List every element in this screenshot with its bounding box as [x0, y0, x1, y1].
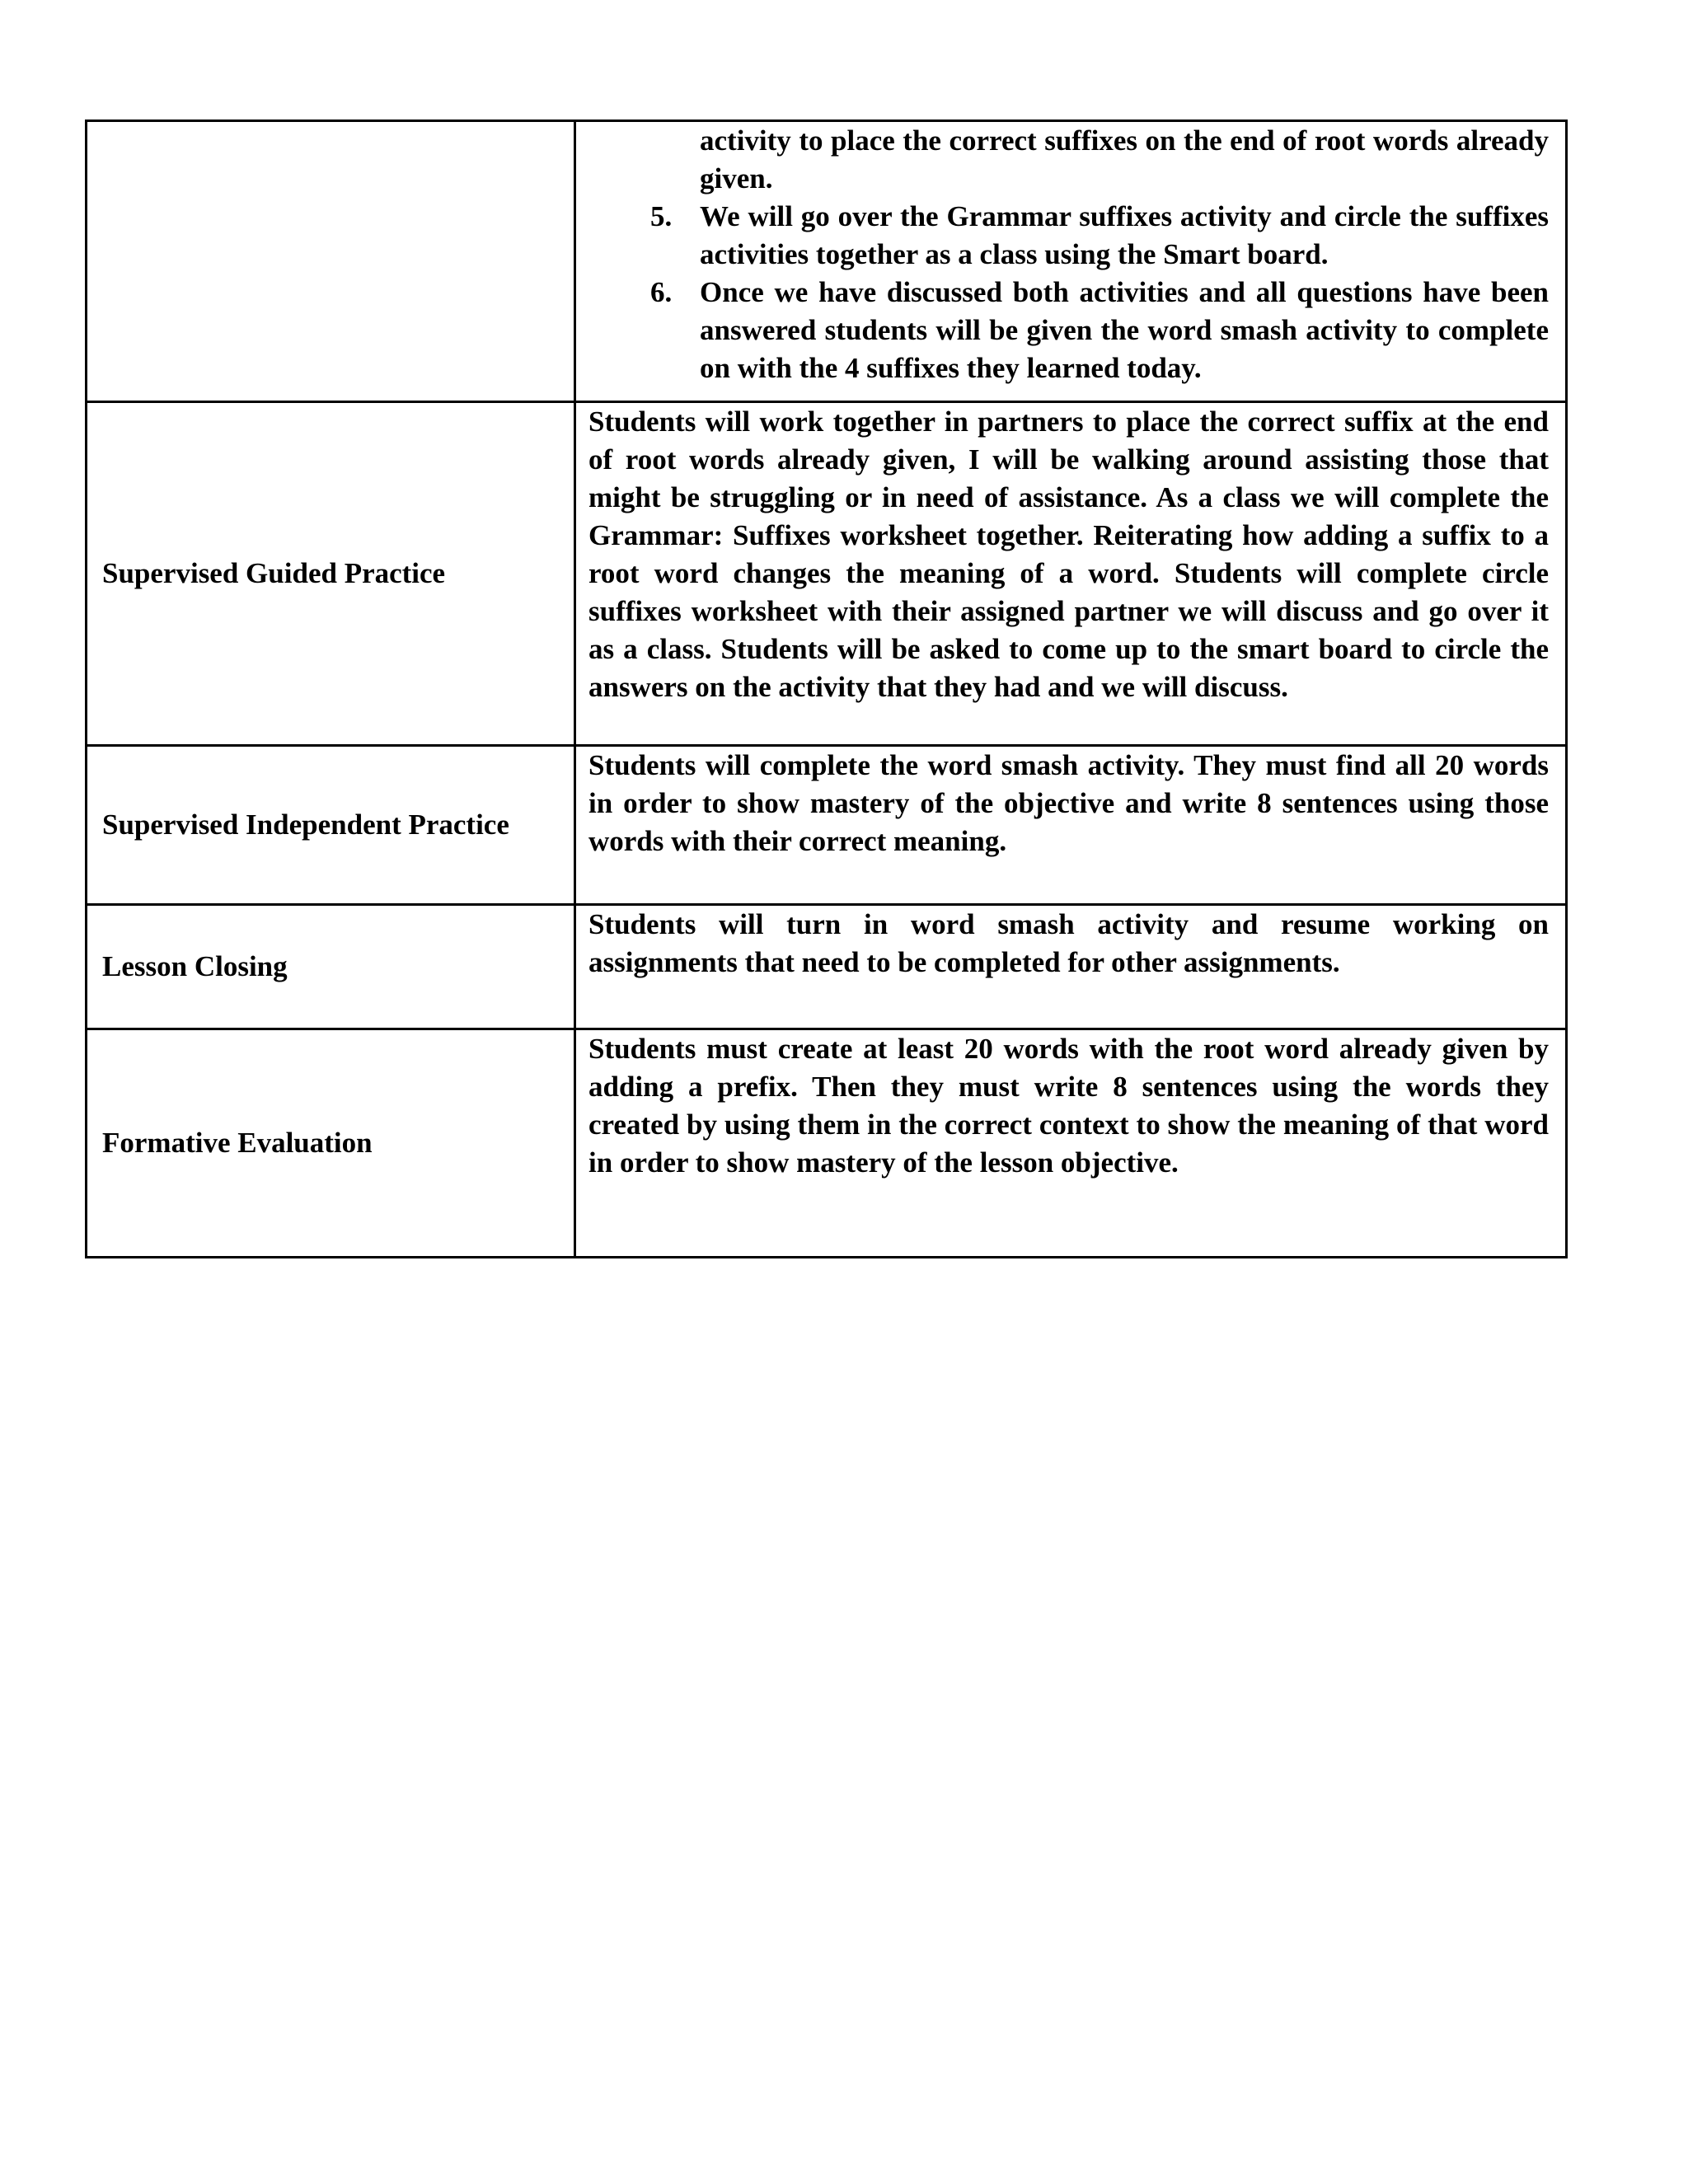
procedure-steps-list: [588, 122, 1549, 387]
procedure-step-6: [588, 274, 1549, 387]
row-label-formative-evaluation: Formative Evaluation: [87, 1029, 575, 1258]
step-number: 6.: [650, 276, 673, 308]
step-text: activity to place the correct suffixes on the end of root words already given.: [700, 124, 1549, 194]
guided-practice-text: Students will work together in partners to place the correct suffix at the end of root words already given, I will be walking around assisting those that might be struggling or in need of assistance. As a class we will complete the Grammar: Suffixes worksheet together. Reiterating how adding a suffix to a root word changes the meaning of a word. Students will complete circle suffixes worksheet with their assigned partner we will discuss and go over it as a class. Students will be asked to come up to the smart board to circle the answers on the activity that they had and we will discuss.: [588, 405, 1549, 703]
procedure-steps-cell: [575, 121, 1567, 402]
formative-evaluation-text: Students must create at least 20 words with the root word already given by adding a prefix. Then they must write 8 sentences using the words they created by using them in the correct context to show the meaning of that word in order to show mastery of the lesson objective.: [588, 1033, 1549, 1179]
row-label-lesson-closing: Lesson Closing: [87, 905, 575, 1029]
lesson-plan-table: [85, 120, 1568, 1258]
independent-practice-text: Students will complete the word smash activity. They must find all 20 words in order to show mastery of the objective and write 8 sentences using those words with their correct meaning.: [588, 749, 1549, 857]
table-row-formative-evaluation: [87, 1029, 1567, 1258]
step-text: We will go over the Grammar suffixes activity and circle the suffixes activities together as a class using the Smart board.: [700, 200, 1549, 270]
guided-practice-cell: [575, 402, 1567, 746]
procedure-step-4-continued: [588, 122, 1549, 198]
row-label-empty: [87, 121, 575, 402]
row-label-guided-practice: Supervised Guided Practice: [87, 402, 575, 746]
formative-evaluation-cell: [575, 1029, 1567, 1258]
row-label-independent-practice: Supervised Independent Practice: [87, 746, 575, 905]
table-row-guided-practice: [87, 402, 1567, 746]
table-row-procedure-continued: [87, 121, 1567, 402]
procedure-step-5: [588, 198, 1549, 274]
step-text: Once we have discussed both activities and all questions have been answered students will be given the word smash activity to complete on with the 4 suffixes they learned today.: [700, 276, 1549, 384]
table-row-lesson-closing: [87, 905, 1567, 1029]
lesson-closing-text: Students will turn in word smash activity and resume working on assignments that need to be completed for other assignments.: [588, 908, 1549, 978]
independent-practice-cell: [575, 746, 1567, 905]
lesson-closing-cell: [575, 905, 1567, 1029]
table-row-independent-practice: [87, 746, 1567, 905]
step-number: 5.: [650, 200, 673, 232]
